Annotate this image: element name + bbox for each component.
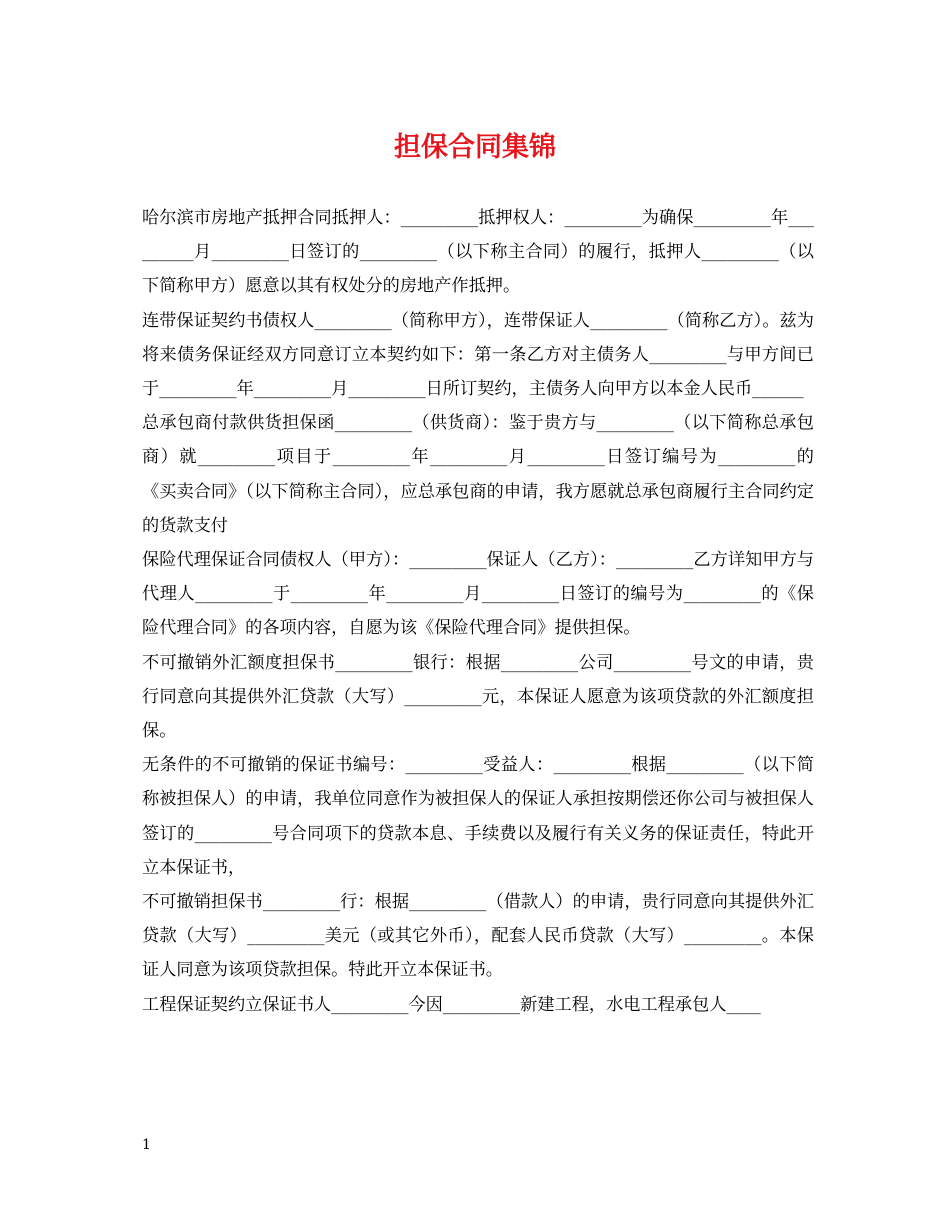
document-title: 担保合同集锦 <box>394 132 556 163</box>
paragraph-insurance-agency-guarantee: 保险代理保证合同债权人（甲方）：_________保证人（乙方）：_________乙方详知甲方与代理人_________于_________年_________月_________日签订的编号为_________的《保险代理合同》的各项内容，自愿为该《保险代理合同》提供担保。 <box>142 550 814 639</box>
paragraph-unconditional-guarantee: 无条件的不可撤销的保证书编号：_________受益人：_________根据_________（以下简称被担保人）的申请，我单位同意作为被担保人的保证人承担按期偿还你公司与被担保人签订的_________号合同项下的贷款本息、手续费以及履行有关义务的保证责任，特此开立本保证书， <box>142 755 814 878</box>
page-number: 1 <box>142 1137 151 1153</box>
paragraph-irrevocable-guarantee: 不可撤销担保书_________行：根据_________（借款人）的申请，贵行同意向其提供外汇贷款（大写）_________美元（或其它外币），配套人民币贷款（大写）_________。本保证人同意为该项贷款担保。特此开立本保证书。 <box>142 892 814 981</box>
paragraph-mortgage-contract: 哈尔滨市房地产抵押合同抵押人：_________抵押权人：_________为确保_________年_________月_________日签订的_________（以下称主合同）的履行，抵押人_________（以下简称甲方）愿意以其有权处分的房地产作抵押。 <box>142 208 814 297</box>
paragraph-forex-quota-guarantee: 不可撤销外汇额度担保书_________银行：根据_________公司_________号文的申请，贵行同意向其提供外汇贷款（大写）_________元，本保证人愿意为该项贷款的外汇额度担保。 <box>142 652 814 742</box>
document-body <box>142 201 814 1022</box>
paragraph-project-guarantee: 工程保证契约立保证书人_________今因_________新建工程，水电工程承包人____ <box>142 994 761 1015</box>
paragraph-joint-guarantee: 连带保证契约书债权人_________（简称甲方），连带保证人_________（简称乙方）。兹为将来债务保证经双方同意订立本契约如下：第一条乙方对主债务人_________与甲方间已于_________年_________月_________日所订契约，主债务人向甲方以本金人民币______ <box>142 310 814 400</box>
paragraph-supply-guarantee: 总承包商付款供货担保函_________（供货商）：鉴于贵方与_________（以下简称总承包商）就_________项目于_________年_________月_________日签订编号为_________的《买卖合同》（以下简称主合同），应总承包商的申请，我方愿就总承包商履行主合同约定的货款支付 <box>142 413 814 536</box>
